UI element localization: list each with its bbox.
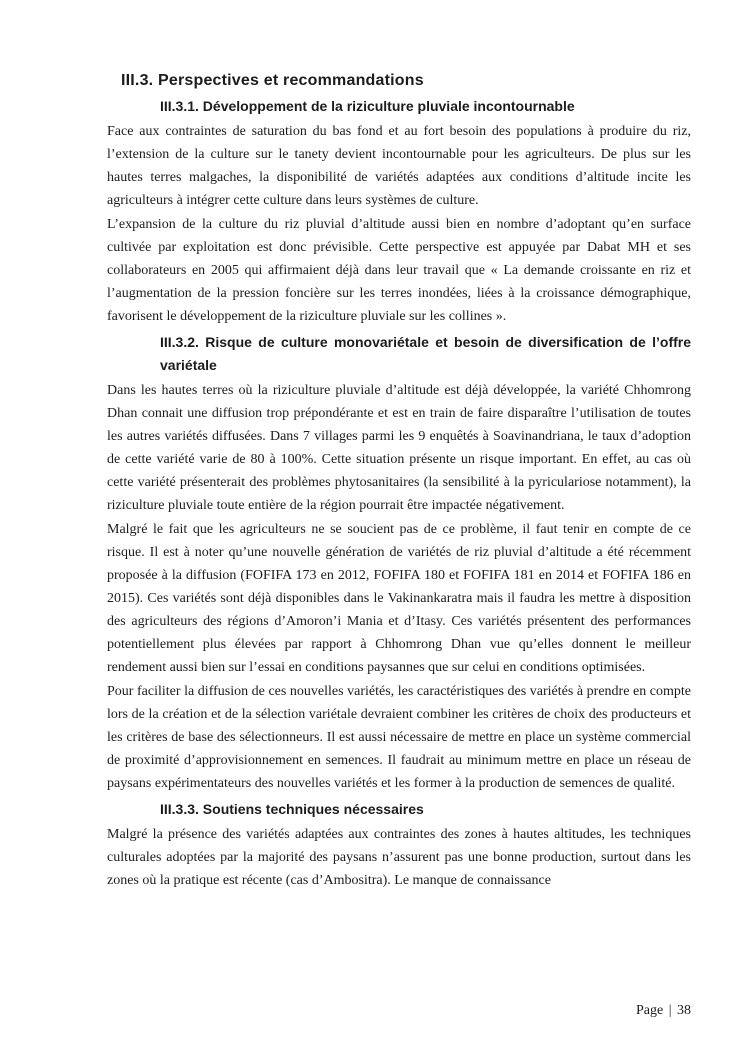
- page-separator: |: [668, 1003, 672, 1018]
- paragraph: Dans les hautes terres où la riziculture pluviale d’altitude est déjà développée, la variété Chhomrong Dhan connait une diffusion trop prépondérante et est en train de faire disparaître l’utilisation de toutes les autres variétés diffusées. Dans 7 villages parmi les 9 enquêtés à Soavinandriana, le taux d’adoption de cette variété varie de 80 à 100%. Cette situation présente un risque important. En effet, au cas où cette variété présenterait des problèmes phytosanitaires (la sensibilité à la pyriculariose notamment), la riziculture pluviale toute entière de la région pourrait être impactée négativement.: [107, 383, 691, 513]
- page-number: 38: [677, 1003, 691, 1018]
- paragraph: Face aux contraintes de saturation du bas fond et au fort besoin des populations à produire du riz, l’extension de la culture sur le tanety devient incontournable pour les agriculteurs. De plus sur les hautes terres malgaches, la disponibilité de variétés adaptées aux conditions d’altitude incite les agriculteurs à intégrer cette culture dans leurs systèmes de culture.: [107, 124, 691, 208]
- page-label: Page: [635, 1003, 664, 1018]
- page-footer: [636, 1002, 691, 1020]
- paragraph: Malgré la présence des variétés adaptées aux contraintes des zones à hautes altitudes, les techniques culturales adoptées par la majorité des paysans n’assurent pas une bonne production, surtout dans les zones où la pratique est récente (cas d’Ambositra). Le manque de connaissance: [107, 827, 691, 888]
- paragraph: Pour faciliter la diffusion de ces nouvelles variétés, les caractéristiques des variétés à prendre en compte lors de la création et de la sélection variétale devraient combiner les critères de choix des producteurs et les critères de base des sélectionneurs. Il est aussi nécessaire de mettre en place un système commercial de proximité d’approvisionnement en semences. Il faudrait au minimum mettre en place un réseau de paysans expérimentateurs des nouvelles variétés et les former à la production de semences de qualité.: [107, 684, 691, 791]
- section-heading: III.3. Perspectives et recommandations: [121, 72, 424, 89]
- document-page: [107, 70, 691, 893]
- subsection-heading-3: III.3.3. Soutiens techniques nécessaires: [160, 801, 424, 817]
- subsection-heading-1: III.3.1. Développement de la riziculture pluviale incontournable: [160, 98, 575, 114]
- subsection-heading-2: III.3.2. Risque de culture monovariétale et besoin de diversification de l’offre variétale: [160, 334, 691, 373]
- paragraph: L’expansion de la culture du riz pluvial d’altitude aussi bien en nombre d’adoptant qu’en surface cultivée par exploitation est donc prévisible. Cette perspective est appuyée par Dabat MH et ses collaborateurs en 2005 qui affirmaient déjà dans leur travail que « La demande croissante en riz et l’augmentation de la pression foncière sur les terres inondées, liées à la croissance démographique, favorisent le développement de la riziculture pluviale sur les collines ».: [107, 217, 691, 324]
- paragraph: Malgré le fait que les agriculteurs ne se soucient pas de ce problème, il faut tenir en compte de ce risque. Il est à noter qu’une nouvelle génération de variétés de riz pluvial d’altitude a été récemment proposée à la diffusion (FOFIFA 173 en 2012, FOFIFA 180 et FOFIFA 181 en 2014 et FOFIFA 186 en 2015). Ces variétés sont déjà disponibles dans le Vakinankaratra mais il faudra les mettre à disposition des agriculteurs des régions d’Amoron’i Mania et d’Itasy. Ces variétés présentent des performances potentiellement plus élevées par rapport à Chhomrong Dhan vue qu’elles donnent le meilleur rendement aussi bien sur l’essai en conditions paysannes que sur celui en conditions optimisées.: [107, 522, 691, 675]
